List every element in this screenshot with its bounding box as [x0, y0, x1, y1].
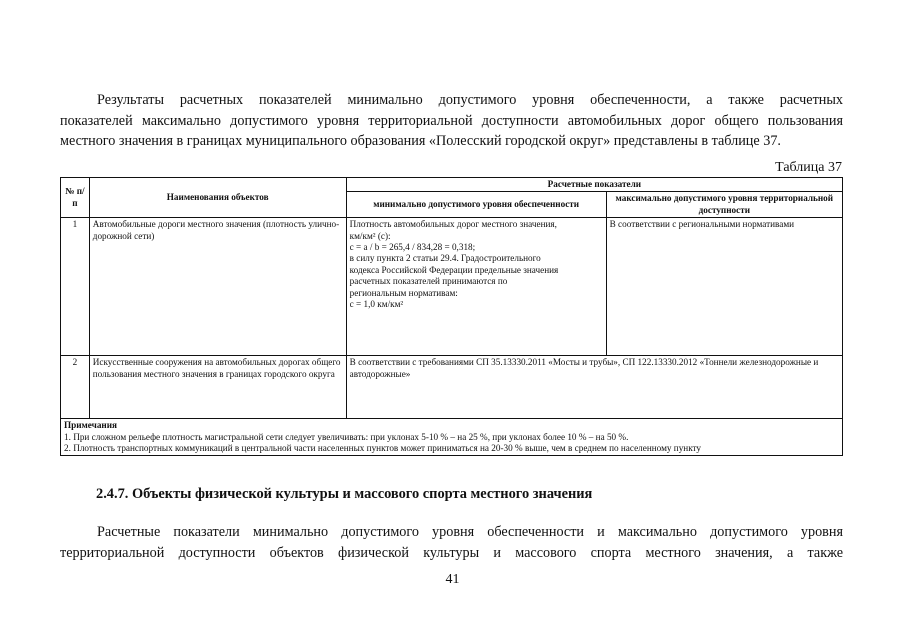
cell-line: Плотность автомобильных дорог местного значения,: [349, 219, 557, 230]
header-max: максимально допустимого уровня территориальной доступности: [606, 192, 842, 218]
header-name: Наименования объектов: [89, 178, 346, 218]
table-row: [61, 218, 843, 356]
row-name: Искусственные сооружения на автомобильных дорогах общего пользования местного значения в границах городского округа: [89, 356, 346, 419]
intro-line: Результаты расчетных показателей минимально допустимого уровня обеспеченности, а также расчетных: [97, 92, 843, 108]
header-min: минимально допустимого уровня обеспеченности: [346, 192, 606, 218]
table-header-row: [61, 178, 843, 192]
cell-line: с = а / b = 265,4 / 834,28 = 0,318;: [349, 242, 476, 253]
header-group: Расчетные показатели: [346, 178, 842, 192]
note-item: 1. При сложном рельефе плотность магистральной сети следует увеличивать: при уклонах 5-10 % – на 25 %, при уклонах более 10 % – на 50 %.: [64, 431, 629, 442]
notes-title: Примечания: [64, 420, 117, 431]
cell-line: с = 1,0 км/км²: [349, 299, 404, 310]
cell-line: региональным нормативам:: [349, 287, 458, 298]
cell-line: км/км² (с):: [349, 230, 391, 241]
outro-line: территориальной доступности объектов физической культуры и массового спорта местного значения, а также: [60, 544, 843, 561]
table-row: [61, 356, 843, 419]
notes-cell: [61, 419, 843, 456]
outro-paragraph: [60, 522, 843, 563]
outro-line: Расчетные показатели минимально допустимого уровня обеспеченности и максимально допустимого уровня: [97, 524, 843, 540]
cell-line: кодекса Российской Федерации предельные значения: [349, 264, 559, 275]
cell-line: расчетных показателей принимаются по: [349, 276, 508, 287]
row-merged: В соответствии с требованиями СП 35.13330.2011 «Мосты и трубы», СП 122.13330.2012 «Тоннели железнодорожные и автодорожные»: [346, 356, 842, 419]
row-num: 1: [61, 218, 90, 356]
row-name: Автомобильные дороги местного значения (плотность улично-дорожной сети): [89, 218, 346, 356]
intro-line: местного значения в границах муниципального образования «Полесский городской округ» представлены в таблице 37.: [60, 133, 781, 149]
cell-line: в силу пункта 2 статьи 29.4. Градостроительного: [349, 253, 541, 264]
row-num: 2: [61, 356, 90, 419]
note-item: 2. Плотность транспортных коммуникаций в центральной части населенных пунктов может приниматься на 20-30 % выше, чем в среднем по населенному пункту: [64, 443, 702, 454]
table-caption: Таблица 37: [775, 160, 842, 175]
page-number: 41: [445, 572, 460, 587]
table-notes-row: [61, 419, 843, 456]
header-num: № п/п: [61, 178, 90, 218]
row-max: В соответствии с региональными нормативами: [606, 218, 842, 356]
intro-paragraph: [60, 90, 843, 152]
section-heading: 2.4.7. Объекты физической культуры и массового спорта местного значения: [96, 486, 593, 502]
intro-line: показателей максимально допустимого уровня территориальной доступности автомобильных дорог общего пользования: [60, 112, 843, 129]
row-min: [346, 218, 606, 356]
indicators-table: [60, 177, 843, 456]
